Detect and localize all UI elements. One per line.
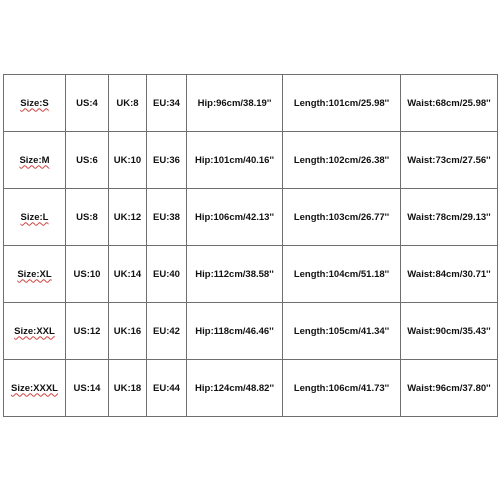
uk-size-cell-text: UK:16 — [113, 325, 142, 337]
eu-size-cell — [147, 189, 187, 246]
waist-cell — [401, 360, 498, 417]
eu-size-cell-text: EU:40 — [153, 268, 180, 280]
uk-size-cell — [109, 189, 147, 246]
hip-cell-text: Hip:112cm/38.58'' — [195, 268, 274, 280]
size-cell — [4, 189, 66, 246]
waist-cell-text: Waist:96cm/37.80'' — [407, 382, 491, 394]
hip-cell-text: Hip:101cm/40.16'' — [195, 154, 274, 166]
waist-cell-text: Waist:90cm/35.43'' — [407, 325, 491, 337]
us-size-cell-text: US:4 — [76, 97, 98, 109]
waist-cell-text: Waist:73cm/27.56'' — [407, 154, 491, 166]
size-cell-text: Size:S — [20, 97, 49, 109]
uk-size-cell-text: UK:18 — [113, 382, 142, 394]
uk-size-cell — [109, 360, 147, 417]
us-size-cell-text: US:6 — [76, 154, 98, 166]
length-cell-text: Length:106cm/41.73'' — [293, 382, 390, 394]
hip-cell — [187, 132, 283, 189]
eu-size-cell-text: EU:44 — [153, 382, 180, 394]
hip-cell-text: Hip:96cm/38.19'' — [197, 97, 272, 109]
hip-cell-text: Hip:118cm/46.46'' — [195, 325, 274, 337]
uk-size-cell-text: UK:12 — [113, 211, 142, 223]
eu-size-cell — [147, 360, 187, 417]
us-size-cell — [66, 132, 109, 189]
size-cell-text: Size:XXL — [14, 325, 55, 337]
length-cell — [283, 75, 401, 132]
size-cell — [4, 246, 66, 303]
us-size-cell — [66, 303, 109, 360]
waist-cell — [401, 189, 498, 246]
uk-size-cell-text: UK:14 — [113, 268, 142, 280]
table-row — [4, 246, 498, 303]
size-chart-body — [4, 75, 498, 417]
eu-size-cell — [147, 132, 187, 189]
length-cell-text: Length:104cm/51.18'' — [293, 268, 390, 280]
hip-cell-text: Hip:124cm/48.82'' — [195, 382, 274, 394]
length-cell-text: Length:103cm/26.77'' — [293, 211, 390, 223]
size-cell-text: Size:XL — [17, 268, 52, 280]
table-row — [4, 189, 498, 246]
length-cell-text: Length:101cm/25.98'' — [293, 97, 390, 109]
waist-cell — [401, 75, 498, 132]
size-cell-text: Size:XXXL — [11, 382, 58, 394]
table-row — [4, 360, 498, 417]
eu-size-cell-text: EU:36 — [153, 154, 180, 166]
waist-cell — [401, 246, 498, 303]
uk-size-cell-text: UK:10 — [113, 154, 142, 166]
size-cell-text: Size:L — [20, 211, 49, 223]
length-cell — [283, 132, 401, 189]
length-cell — [283, 360, 401, 417]
size-cell — [4, 360, 66, 417]
length-cell-text: Length:102cm/26.38'' — [293, 154, 390, 166]
us-size-cell — [66, 360, 109, 417]
us-size-cell-text: US:10 — [73, 268, 101, 280]
uk-size-cell — [109, 132, 147, 189]
uk-size-cell — [109, 303, 147, 360]
size-cell — [4, 75, 66, 132]
hip-cell — [187, 189, 283, 246]
us-size-cell — [66, 75, 109, 132]
eu-size-cell — [147, 303, 187, 360]
waist-cell — [401, 132, 498, 189]
waist-cell-text: Waist:68cm/25.98'' — [407, 97, 491, 109]
us-size-cell — [66, 246, 109, 303]
table-row — [4, 303, 498, 360]
hip-cell — [187, 360, 283, 417]
uk-size-cell — [109, 75, 147, 132]
us-size-cell — [66, 189, 109, 246]
size-cell-text: Size:M — [19, 154, 50, 166]
table-row — [4, 132, 498, 189]
length-cell — [283, 189, 401, 246]
eu-size-cell-text: EU:38 — [153, 211, 180, 223]
waist-cell-text: Waist:84cm/30.71'' — [407, 268, 491, 280]
us-size-cell-text: US:14 — [73, 382, 101, 394]
us-size-cell-text: US:8 — [76, 211, 98, 223]
length-cell — [283, 303, 401, 360]
hip-cell — [187, 303, 283, 360]
uk-size-cell — [109, 246, 147, 303]
uk-size-cell-text: UK:8 — [116, 97, 139, 109]
length-cell-text: Length:105cm/41.34'' — [293, 325, 390, 337]
length-cell — [283, 246, 401, 303]
waist-cell-text: Waist:78cm/29.13'' — [407, 211, 491, 223]
eu-size-cell-text: EU:34 — [153, 97, 180, 109]
hip-cell — [187, 246, 283, 303]
hip-cell-text: Hip:106cm/42.13'' — [195, 211, 274, 223]
size-chart-table — [3, 74, 498, 417]
hip-cell — [187, 75, 283, 132]
eu-size-cell-text: EU:42 — [153, 325, 180, 337]
waist-cell — [401, 303, 498, 360]
eu-size-cell — [147, 246, 187, 303]
us-size-cell-text: US:12 — [73, 325, 101, 337]
table-row — [4, 75, 498, 132]
size-cell — [4, 132, 66, 189]
size-cell — [4, 303, 66, 360]
eu-size-cell — [147, 75, 187, 132]
